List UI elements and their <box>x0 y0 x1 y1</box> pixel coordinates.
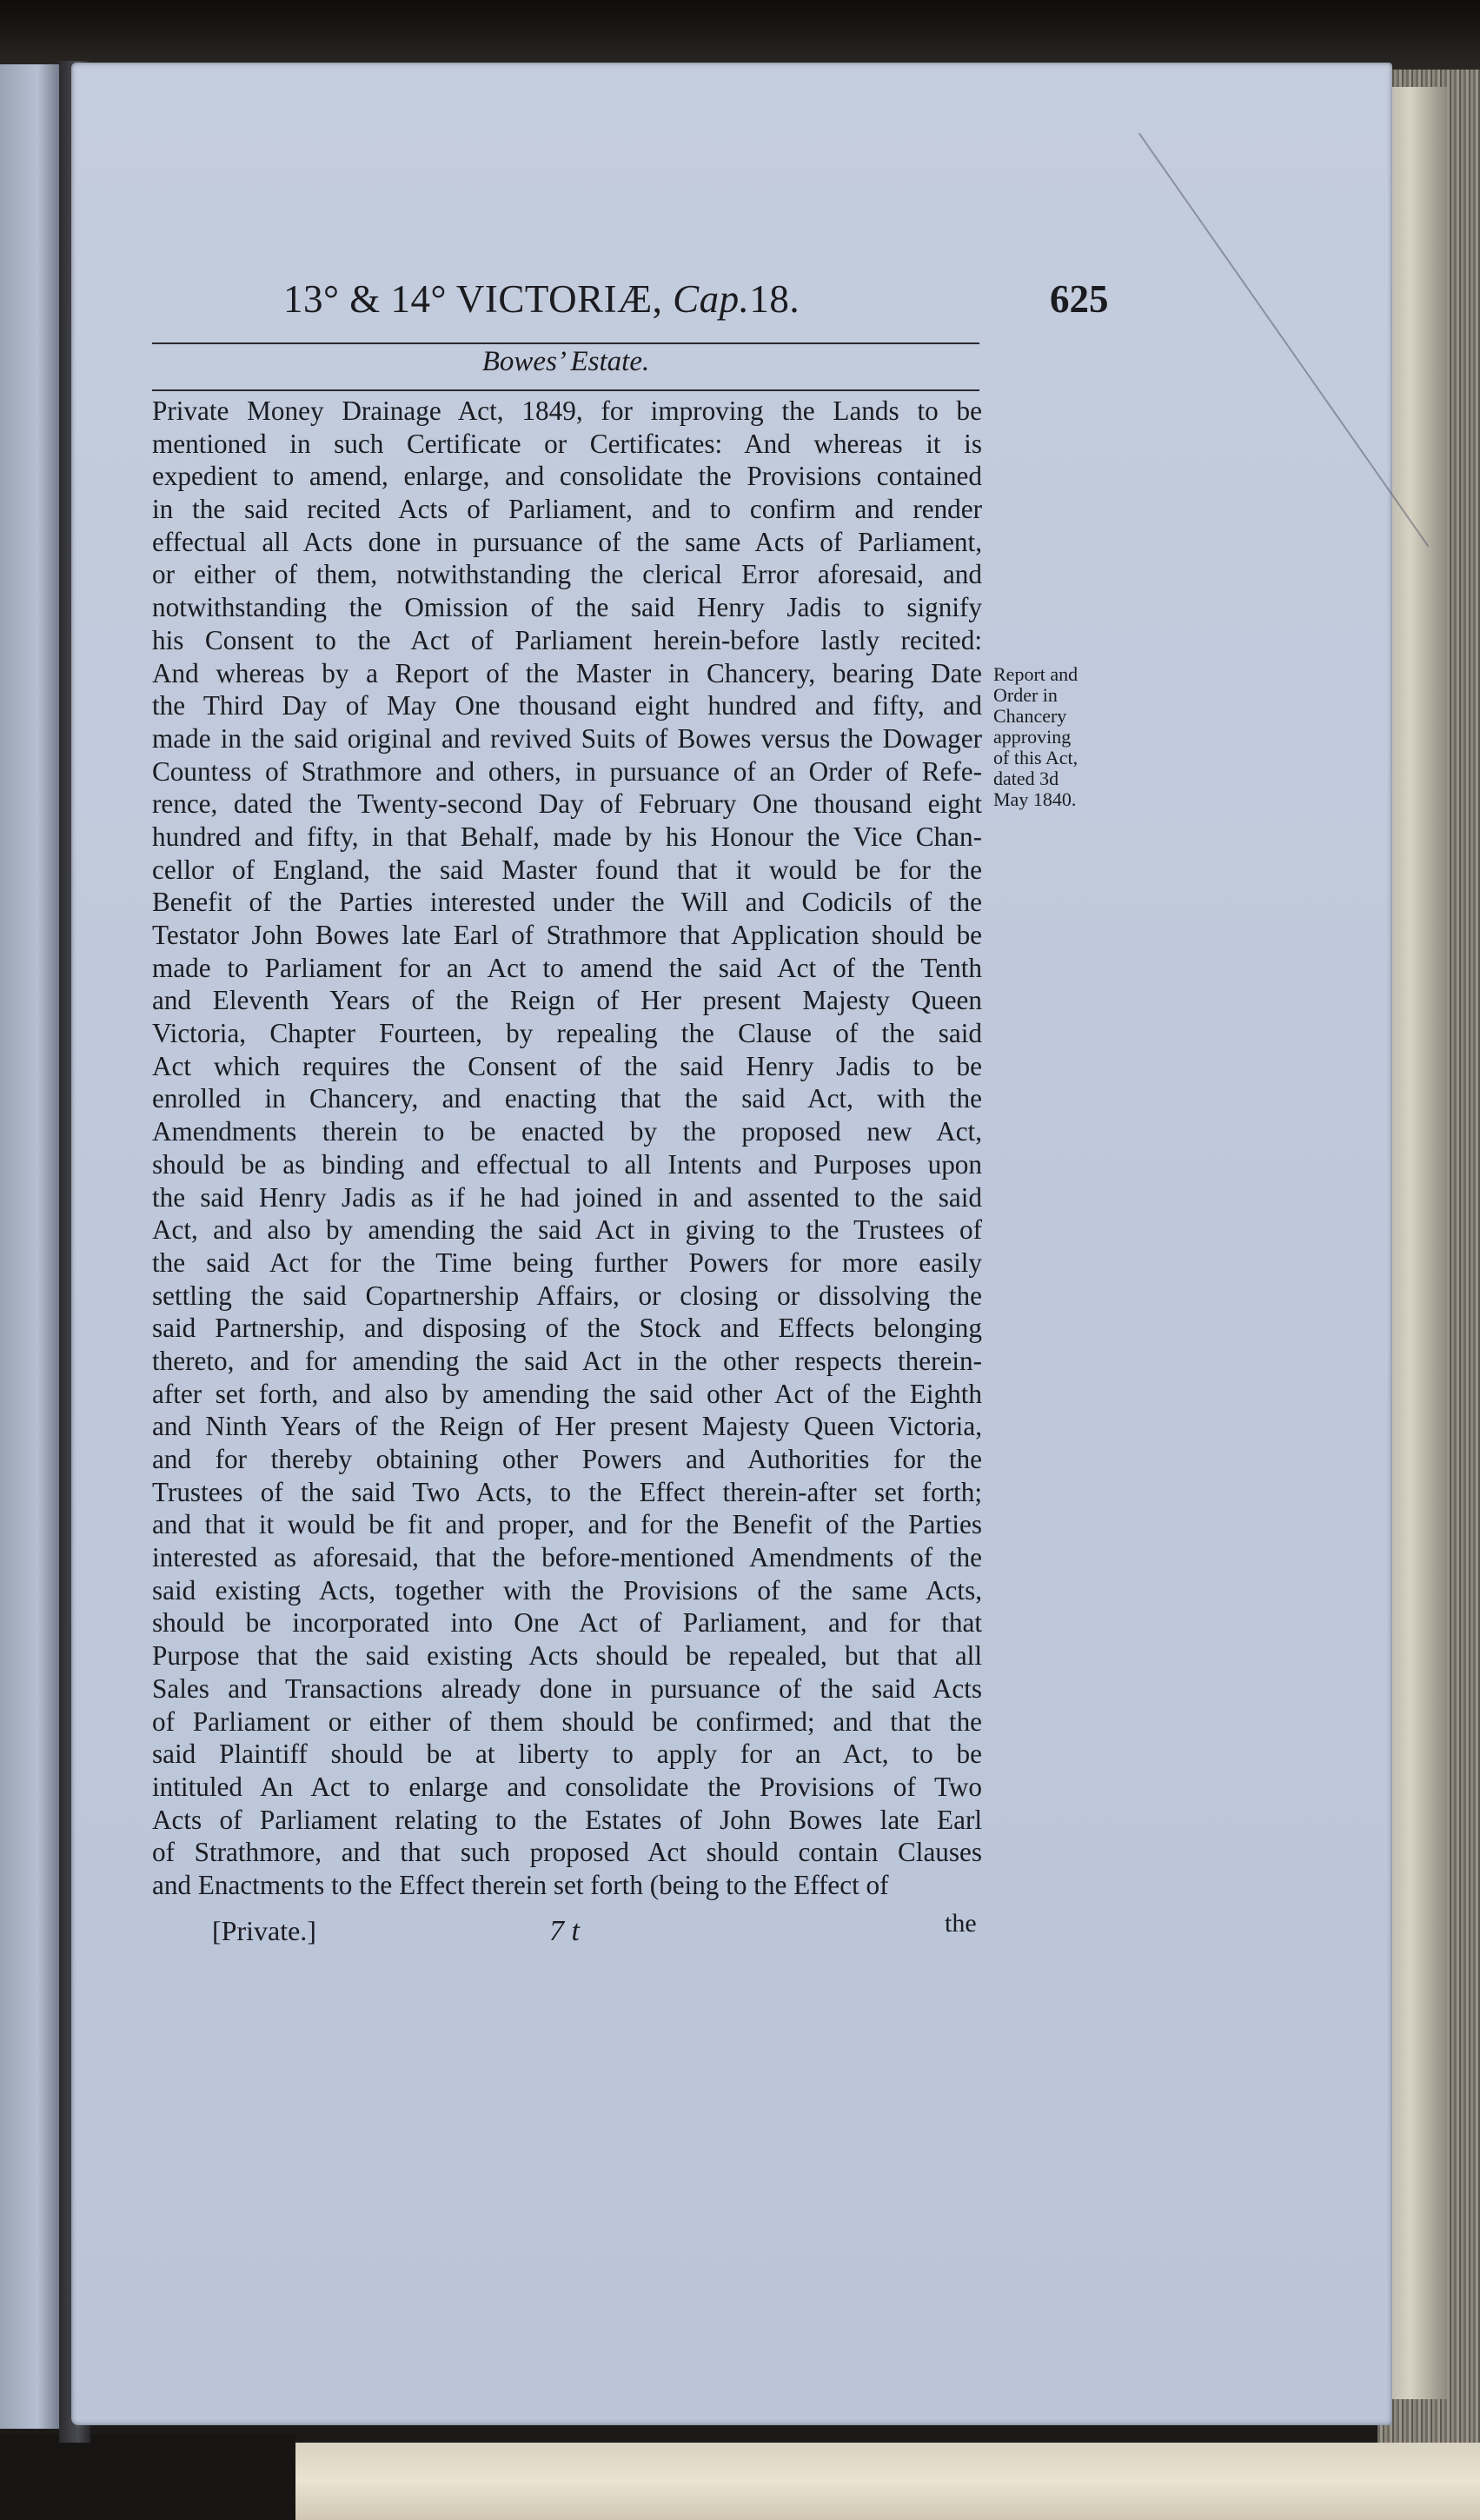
text-line: Sales and Transactions already done in pursuance of the said Acts <box>152 1672 982 1704</box>
page-subtitle: Bowes’ Estate. <box>481 346 650 377</box>
text-line: of Parliament or either of them should be confirmed; and that the <box>152 1705 982 1737</box>
text-line: the Third Day of May One thousand eight hundred and fifty, and <box>152 690 982 721</box>
text-line: and that it would be fit and proper, and for the Benefit of the Parties <box>152 1509 982 1540</box>
text-line: thereto, and for amending the said Act in the other respects therein- <box>152 1345 982 1376</box>
text-line: rence, dated the Twenty-second Day of February One thousand eight <box>152 788 982 820</box>
text-line: interested as aforesaid, that the before-mentioned Amendments of the <box>152 1542 982 1573</box>
header-rule-bottom <box>152 389 979 391</box>
margin-note <box>993 664 1106 810</box>
text-line: enrolled in Chancery, and enacting that the said Act, with the <box>152 1083 982 1114</box>
text-line: after set forth, and also by amending the said other Act of the Eighth <box>152 1378 982 1409</box>
text-line: the said Henry Jadis as if he had joined in and assented to the said <box>152 1181 982 1213</box>
text-line: or either of them, notwithstanding the clerical Error aforesaid, and <box>152 559 982 590</box>
margin-note-line: dated 3d <box>993 768 1059 789</box>
text-line: cellor of England, the said Master found that it would be for the <box>152 854 982 885</box>
text-line: Acts of Parliament relating to the Estates of John Bowes late Earl <box>152 1804 982 1835</box>
running-title-cap-number: 18. <box>749 277 800 321</box>
margin-note-line: Report and <box>993 663 1078 685</box>
footer-catchword: the <box>945 1909 977 1938</box>
footer-signature-mark: 7 t <box>549 1915 580 1947</box>
text-line: of Strathmore, and that such proposed Act should contain Clauses <box>152 1837 982 1868</box>
margin-note-line: May 1840. <box>993 788 1077 810</box>
text-line: Countess of Strathmore and others, in pursuance of an Order of Refe- <box>152 755 982 787</box>
scan-top-border <box>0 0 1480 70</box>
text-line: in the said recited Acts of Parliament, and to confirm and render <box>152 494 982 525</box>
text-line: made in the said original and revived Suits of Bowes versus the Dowager <box>152 722 982 754</box>
margin-note-line: Order in <box>993 684 1058 706</box>
text-line: the said Act for the Time being further Powers for more easily <box>152 1247 982 1278</box>
text-line: effectual all Acts done in pursuance of the same Acts of Parliament, <box>152 526 982 557</box>
text-line: notwithstanding the Omission of the said Henry Jadis to signify <box>152 592 982 623</box>
margin-note-line: Chancery <box>993 705 1067 727</box>
text-line: mentioned in such Certificate or Certificates: And whereas it is <box>152 428 982 459</box>
text-line: his Consent to the Act of Parliament herein-before lastly recited: <box>152 624 982 655</box>
text-line: Act, and also by amending the said Act in giving to the Trustees of <box>152 1214 982 1246</box>
page-number: 625 <box>1050 277 1109 321</box>
text-line: said existing Acts, together with the Provisions of the same Acts, <box>152 1574 982 1606</box>
text-line: Benefit of the Parties interested under the Will and Codicils of the <box>152 887 982 918</box>
text-line: said Partnership, and disposing of the Stock and Effects belonging <box>152 1313 982 1344</box>
running-title-cap: Cap. <box>673 277 750 321</box>
text-line: and Ninth Years of the Reign of Her present Majesty Queen Victoria, <box>152 1411 982 1442</box>
text-line: and for thereby obtaining other Powers and Authorities for the <box>152 1444 982 1474</box>
text-line: should be as binding and effectual to all Intents and Purposes upon <box>152 1148 982 1180</box>
text-line: said Plaintiff should be at liberty to apply for an Act, to be <box>152 1739 982 1770</box>
text-line: and Eleventh Years of the Reign of Her present Majesty Queen <box>152 985 982 1016</box>
text-line: hundred and fifty, in that Behalf, made by his Honour the Vice Chan- <box>152 821 982 852</box>
footer-private-label: [Private.] <box>212 1915 316 1946</box>
corner-fold-crease <box>1138 133 1429 547</box>
text-line: and Enactments to the Effect therein set forth (being to the Effect of <box>152 1869 889 1900</box>
margin-note-line: approving <box>993 726 1072 748</box>
body-text <box>152 395 982 1902</box>
text-line: Act which requires the Consent of the said Henry Jadis to be <box>152 1050 982 1081</box>
text-line: expedient to amend, enlarge, and consolidate the Provisions contained <box>152 461 982 492</box>
running-title <box>283 276 848 322</box>
text-line: Private Money Drainage Act, 1849, for improving the Lands to be <box>152 396 982 426</box>
text-line: Trustees of the said Two Acts, to the Effect therein-after set forth; <box>152 1476 982 1507</box>
text-line: And whereas by a Report of the Master in Chancery, bearing Date <box>152 657 982 688</box>
text-line: Purpose that the said existing Acts should be repealed, but that all <box>152 1640 982 1672</box>
text-line: Testator John Bowes late Earl of Strathmore that Application should be <box>152 920 982 950</box>
underlying-page-strip <box>295 2443 1480 2520</box>
text-line: intituled An Act to enlarge and consolidate the Provisions of Two <box>152 1771 982 1802</box>
text-line: Amendments therein to be enacted by the proposed new Act, <box>152 1116 982 1147</box>
margin-note-line: of this Act, <box>993 747 1078 768</box>
text-line: settling the said Copartnership Affairs, or closing or dissolving the <box>152 1280 982 1311</box>
facing-page-edge <box>0 64 63 2429</box>
header-rule-top <box>152 342 979 344</box>
scan-bottom-left-border <box>0 2434 295 2520</box>
text-line: should be incorporated into One Act of Parliament, and for that <box>152 1607 982 1639</box>
page-stack-inner <box>1386 87 1447 2399</box>
text-line: Victoria, Chapter Fourteen, by repealing the Clause of the said <box>152 1018 982 1049</box>
running-title-regnal: 13° & 14° VICTORIÆ, <box>283 277 663 321</box>
text-line: made to Parliament for an Act to amend the said Act of the Tenth <box>152 952 982 983</box>
